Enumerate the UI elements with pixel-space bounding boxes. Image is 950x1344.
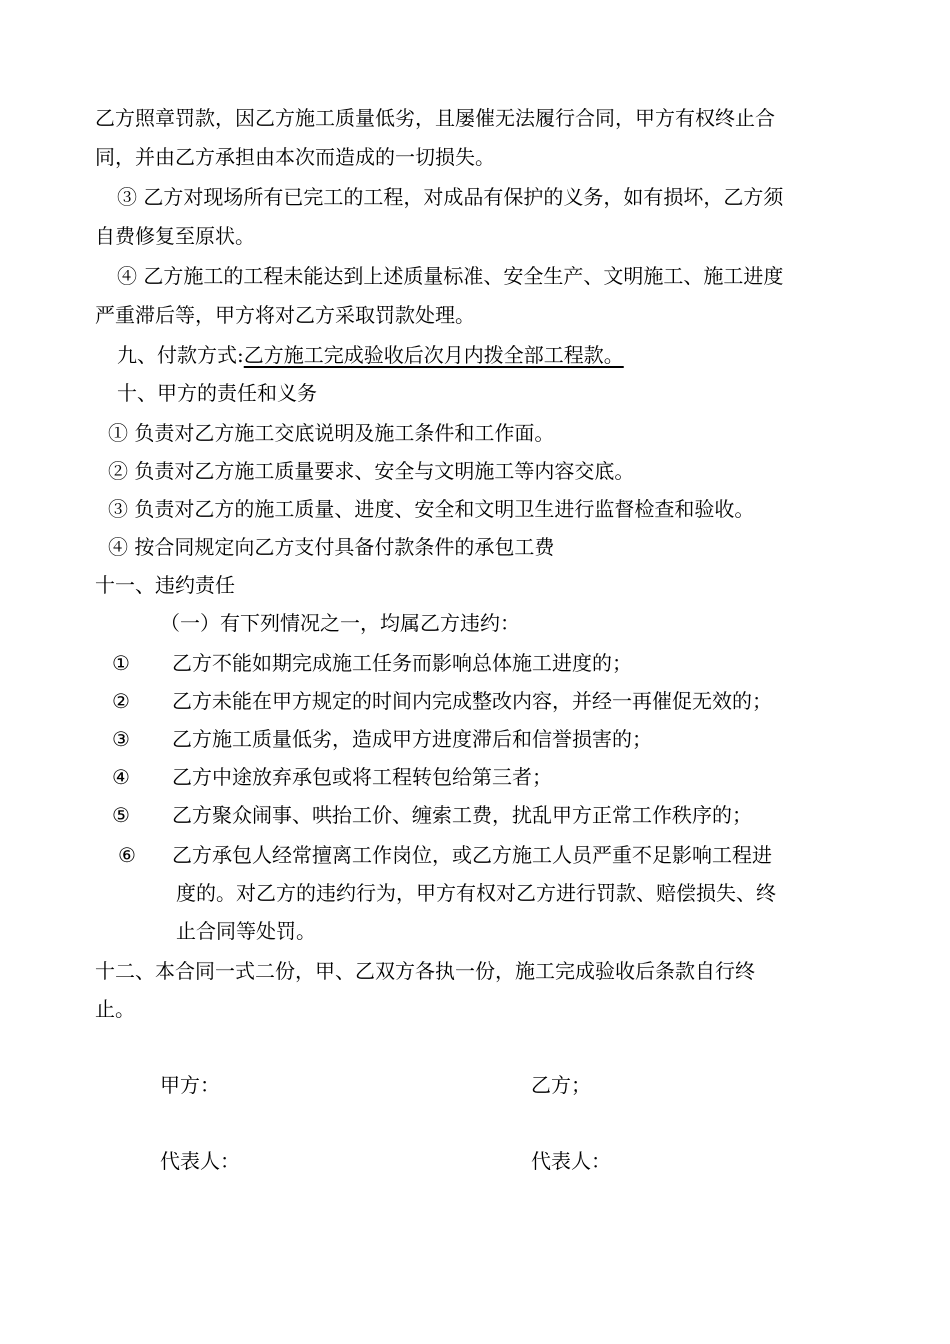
list-item-text: 乙方施工质量低劣，造成甲方进度滞后和信誉损害的； <box>172 727 652 751</box>
list-item: ③ 负责对乙方的施工质量、进度、安全和文明卫生进行监督检查和验收。 <box>108 497 755 521</box>
party-b-label: 乙方； <box>531 1073 591 1097</box>
list-item-number: ⑤ <box>112 803 130 827</box>
list-item-number: ③ <box>112 727 130 751</box>
section12-line: 十二、本合同一式二份，甲、乙双方各执一份，施工完成验收后条款自行终 <box>95 959 755 983</box>
section11-subheading: （一）有下列情况之一，均属乙方违约： <box>160 611 520 635</box>
section12-line: 止。 <box>95 997 135 1021</box>
list-item-text: 乙方不能如期完成施工任务而影响总体施工进度的； <box>172 651 632 675</box>
representative-a-label: 代表人： <box>160 1149 240 1173</box>
list-item-text: 乙方聚众闹事、哄抬工价、缠索工费，扰乱甲方正常工作秩序的； <box>172 803 752 827</box>
paragraph-line: 自费修复至原状。 <box>95 224 255 248</box>
section11-heading: 十一、违约责任 <box>95 573 235 597</box>
representative-b-label: 代表人： <box>531 1149 611 1173</box>
payment-label: 九、付款方式: <box>117 343 244 367</box>
list-item: ④ 按合同规定向乙方支付具备付款条件的承包工费 <box>108 535 555 559</box>
list-item-number: ④ <box>112 765 130 789</box>
section9-payment <box>117 341 624 369</box>
paragraph-line: ④ 乙方施工的工程未能达到上述质量标准、安全生产、文明施工、施工进度 <box>117 264 784 288</box>
paragraph-line: ③ 乙方对现场所有已完工的工程，对成品有保护的义务，如有损坏，乙方须 <box>117 185 784 209</box>
list-item-text: 度的。对乙方的违约行为，甲方有权对乙方进行罚款、赔偿损失、终 <box>176 881 776 905</box>
list-item-text: 止合同等处罚。 <box>176 919 316 943</box>
party-a-label: 甲方： <box>160 1073 220 1097</box>
list-item-number: ① <box>112 651 130 675</box>
section10-heading: 十、甲方的责任和义务 <box>117 381 317 405</box>
list-item-number: ② <box>112 689 130 713</box>
paragraph-line: 乙方照章罚款，因乙方施工质量低劣，且屡催无法履行合同，甲方有权终止合 <box>95 106 775 130</box>
list-item-text: 乙方承包人经常擅离工作岗位，或乙方施工人员严重不足影响工程进 <box>172 843 772 867</box>
paragraph-line: 同，并由乙方承担由本次而造成的一切损失。 <box>95 145 495 169</box>
list-item-text: 乙方中途放弃承包或将工程转包给第三者； <box>172 765 552 789</box>
list-item-number: ⑥ <box>118 843 136 867</box>
paragraph-line: 严重滞后等，甲方将对乙方采取罚款处理。 <box>95 303 475 327</box>
payment-value: 乙方施工完成验收后次月内拨全部工程款。 <box>243 343 624 367</box>
list-item-text: 乙方未能在甲方规定的时间内完成整改内容，并经一再催促无效的； <box>172 689 772 713</box>
list-item: ② 负责对乙方施工质量要求、安全与文明施工等内容交底。 <box>108 459 635 483</box>
list-item: ① 负责对乙方施工交底说明及施工条件和工作面。 <box>108 421 555 445</box>
